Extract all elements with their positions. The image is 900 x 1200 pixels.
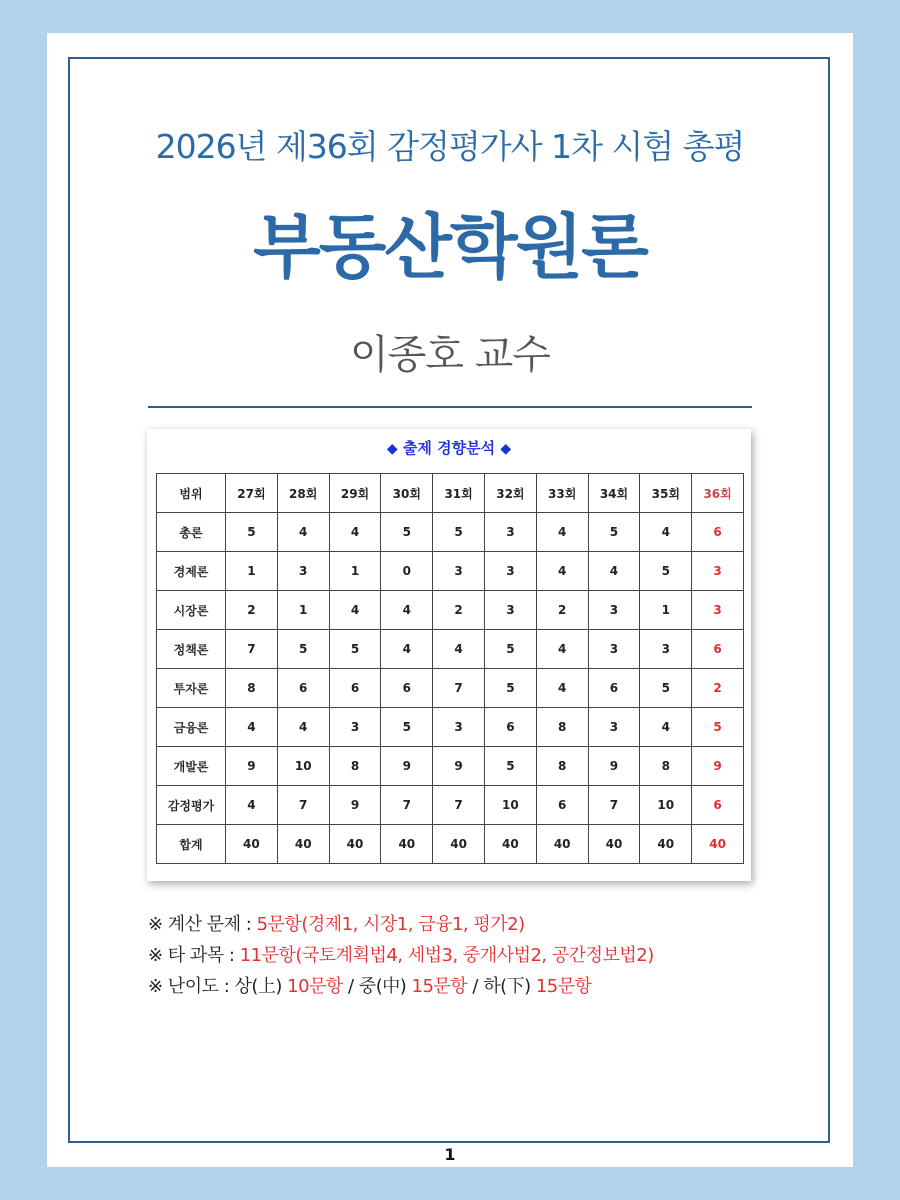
document-page <box>47 33 853 1167</box>
trend-table <box>156 473 744 864</box>
table-cell: 4 <box>277 708 329 747</box>
header-cell-range: 범위 <box>157 474 226 513</box>
exam-subtitle: 2026년 제36회 감정평가사 1차 시험 총평 <box>155 127 745 166</box>
note-calc <box>148 909 828 940</box>
row-label: 시장론 <box>157 591 226 630</box>
table-cell: 5 <box>692 708 744 747</box>
table-cell: 6 <box>692 513 744 552</box>
table-cell: 3 <box>588 591 640 630</box>
table-cell: 8 <box>226 669 278 708</box>
table-cell: 7 <box>433 786 485 825</box>
table-cell: 2 <box>433 591 485 630</box>
table-cell: 3 <box>329 708 381 747</box>
table-cell: 3 <box>692 552 744 591</box>
table-cell: 2 <box>692 669 744 708</box>
table-cell: 10 <box>484 786 536 825</box>
row-label: 개발론 <box>157 747 226 786</box>
table-header-row <box>157 474 744 513</box>
table-cell: 40 <box>433 825 485 864</box>
table-cell: 4 <box>536 630 588 669</box>
notes-section <box>148 909 828 1002</box>
table-cell: 40 <box>226 825 278 864</box>
header-cell-round: 28회 <box>277 474 329 513</box>
table-cell: 8 <box>640 747 692 786</box>
table-cell: 9 <box>692 747 744 786</box>
note-diff-low: 15문항 <box>535 976 592 997</box>
table-cell: 7 <box>277 786 329 825</box>
table-cell: 4 <box>329 513 381 552</box>
table-cell: 40 <box>329 825 381 864</box>
row-label: 감정평가 <box>157 786 226 825</box>
table-cell: 2 <box>226 591 278 630</box>
table-cell: 8 <box>536 747 588 786</box>
row-label: 금융론 <box>157 708 226 747</box>
table-cell: 3 <box>484 552 536 591</box>
table-row <box>157 513 744 552</box>
table-row <box>157 747 744 786</box>
table-cell: 6 <box>692 786 744 825</box>
table-cell: 9 <box>381 747 433 786</box>
subject-title: 부동산학원론 <box>253 206 647 288</box>
note-diff-mid: 15문항 <box>411 976 468 997</box>
table-cell: 3 <box>433 708 485 747</box>
table-cell: 3 <box>433 552 485 591</box>
table-cell: 5 <box>329 630 381 669</box>
table-cell: 4 <box>277 513 329 552</box>
table-cell: 3 <box>692 591 744 630</box>
table-cell: 5 <box>484 747 536 786</box>
table-cell: 5 <box>381 513 433 552</box>
diamond-icon-right: ◆ <box>500 441 512 457</box>
table-cell: 1 <box>329 552 381 591</box>
table-cell: 7 <box>381 786 433 825</box>
table-cell: 3 <box>588 630 640 669</box>
table-cell: 9 <box>433 747 485 786</box>
header-cell-round: 33회 <box>536 474 588 513</box>
header-cell-round: 30회 <box>381 474 433 513</box>
table-cell: 5 <box>277 630 329 669</box>
table-cell: 3 <box>277 552 329 591</box>
table-cell: 8 <box>536 708 588 747</box>
note-calc-prefix: ※ 계산 문제 : <box>148 914 257 935</box>
table-cell: 7 <box>588 786 640 825</box>
note-other-value: 11문항(국토계획법4, 세법3, 중개사법2, 공간정보법2) <box>239 945 654 966</box>
row-label: 정책론 <box>157 630 226 669</box>
table-cell: 10 <box>640 786 692 825</box>
table-cell: 4 <box>329 591 381 630</box>
table-row <box>157 669 744 708</box>
table-cell: 3 <box>484 591 536 630</box>
row-label: 총론 <box>157 513 226 552</box>
table-cell: 9 <box>329 786 381 825</box>
table-cell: 40 <box>640 825 692 864</box>
table-cell: 40 <box>484 825 536 864</box>
table-cell: 6 <box>692 630 744 669</box>
header-cell-round: 34회 <box>588 474 640 513</box>
table-cell: 40 <box>588 825 640 864</box>
table-cell: 4 <box>536 513 588 552</box>
row-label: 투자론 <box>157 669 226 708</box>
header-cell-round: 32회 <box>484 474 536 513</box>
table-cell: 9 <box>226 747 278 786</box>
row-label: 경제론 <box>157 552 226 591</box>
table-cell: 6 <box>381 669 433 708</box>
table-cell: 40 <box>381 825 433 864</box>
table-cell: 4 <box>588 552 640 591</box>
table-cell: 5 <box>381 708 433 747</box>
row-label: 합계 <box>157 825 226 864</box>
table-cell: 4 <box>536 552 588 591</box>
note-difficulty <box>148 971 828 1002</box>
table-cell: 4 <box>226 708 278 747</box>
table-caption <box>147 437 751 458</box>
table-cell: 6 <box>329 669 381 708</box>
table-cell: 4 <box>640 708 692 747</box>
diamond-icon-left: ◆ <box>386 441 398 457</box>
table-cell: 4 <box>640 513 692 552</box>
note-other-prefix: ※ 타 과목 : <box>148 945 240 966</box>
table-cell: 0 <box>381 552 433 591</box>
table-cell: 5 <box>484 669 536 708</box>
table-cell: 5 <box>484 630 536 669</box>
note-calc-value: 5문항(경제1, 시장1, 금융1, 평가2) <box>256 914 525 935</box>
table-cell: 6 <box>277 669 329 708</box>
table-cell: 3 <box>588 708 640 747</box>
table-cell: 1 <box>277 591 329 630</box>
header-cell-round: 31회 <box>433 474 485 513</box>
header-cell-round: 29회 <box>329 474 381 513</box>
table-cell: 40 <box>277 825 329 864</box>
table-cell: 7 <box>226 630 278 669</box>
table-cell: 1 <box>640 591 692 630</box>
table-row <box>157 786 744 825</box>
table-cell: 7 <box>433 669 485 708</box>
table-cell: 3 <box>640 630 692 669</box>
note-diff-low-label: / 하(下) <box>467 976 536 997</box>
table-cell: 4 <box>381 591 433 630</box>
note-diff-mid-label: / 중(中) <box>342 976 412 997</box>
table-cell: 5 <box>640 669 692 708</box>
table-cell: 2 <box>536 591 588 630</box>
table-row <box>157 708 744 747</box>
table-cell: 5 <box>433 513 485 552</box>
table-cell: 40 <box>692 825 744 864</box>
table-cell: 3 <box>484 513 536 552</box>
table-cell: 10 <box>277 747 329 786</box>
table-cell: 4 <box>226 786 278 825</box>
author-name: 이종호 교수 <box>350 332 550 378</box>
page-number: 1 <box>444 1145 456 1164</box>
table-cell: 1 <box>226 552 278 591</box>
table-cell: 4 <box>381 630 433 669</box>
table-cell: 9 <box>588 747 640 786</box>
table-cell: 4 <box>433 630 485 669</box>
note-other-subjects <box>148 940 828 971</box>
table-cell: 5 <box>588 513 640 552</box>
table-cell: 40 <box>536 825 588 864</box>
header-cell-round: 36회 <box>692 474 744 513</box>
table-row <box>157 825 744 864</box>
table-cell: 5 <box>226 513 278 552</box>
note-diff-high: 10문항 <box>287 976 343 997</box>
title-divider <box>148 406 752 408</box>
table-cell: 6 <box>484 708 536 747</box>
table-row <box>157 552 744 591</box>
header-cell-round: 35회 <box>640 474 692 513</box>
table-cell: 8 <box>329 747 381 786</box>
trend-table-card <box>147 429 751 881</box>
header-cell-round: 27회 <box>226 474 278 513</box>
table-caption-text: 출제 경향분석 <box>402 439 496 457</box>
table-row <box>157 630 744 669</box>
table-cell: 6 <box>588 669 640 708</box>
note-diff-prefix: ※ 난이도 : 상(上) <box>148 976 288 997</box>
table-row <box>157 591 744 630</box>
table-cell: 6 <box>536 786 588 825</box>
table-cell: 4 <box>536 669 588 708</box>
table-cell: 5 <box>640 552 692 591</box>
